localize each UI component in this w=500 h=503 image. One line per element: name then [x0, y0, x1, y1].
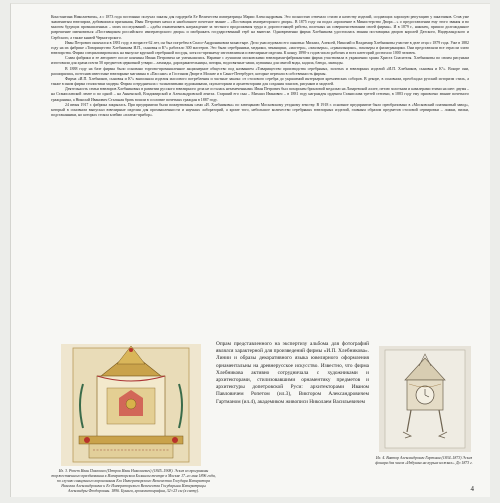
document-page — [10, 3, 490, 497]
paragraph-7: 24 июня 1917 г. фабрика закрылась. При предприятии были пожертвованы сами «И. Хлебниковы» по завещанию Московскому уездному земству. В 1918 г. основное предприятие было преобразовано в «Московский платиновый завод», который в основном выпускал ювелирные изделия для промышленности и научных лабораторий, а кроме того, небольшое количество серебряных ювелирных изделий, главным образом предметов столовой сервировки – ложки, вилки, подстаканники, но которых стояла клеймо «платно-прибор». — [51, 101, 469, 117]
middle-paragraph: Опрам представленного на экспертизу альбома для фотографий являлся характерной для произведений фирмы «И.П. Хлебникова». Линии и образы декоративного языка ювелирного оформления орнаментальны на древнерусское искусство. Известно, что фирма Хлебникова активно сотрудничала с художниками и архитекторами, стилизовавшими орнаментику предметов и архитектуры допетровской Руси: архитекторами Иваном Павловичем Ропетом (ил.3), Виктором Александровичем Гартманом (ил.4), академиком живописи Николаем Васильевичем — [216, 341, 369, 405]
paragraph-5: Фирма «И.П. Хлебников, сыновья и К°» выполняла изделия массового потребления и частные заказы: от столового серебра до украшений интерьеров кремлевских соборов. В декоре, в основном, преобладал русский историзм стиль, а также в ином фирма стилистики модерн. Фирма сотрудничала с талантливыми художниками, скульпторами и архитекторами для создания эскизов, рисунков и моделей. — [51, 75, 469, 87]
caption-illustration-3: Ил. 3. Ропет Иван Павлович (Петров Иван Николаевич) (1845–1908). Эскиз из программы торжественного празднования в Императорском Большом театре в Москве 17–го мая 1896 года, по случаю священного коронования Его Императорского Величества Государя Императора Николая Александровича и Ее Императорского Величества Государыни Императрицы Александры Феодоровны. 1896. Бумага, хромолитография, 32×23 см (в свету). — [51, 469, 216, 493]
paragraph-1: Константина Николаевича», а с 1873 года постоянно получал заказы для гардероба Ее Величества императрицы Марии Александровны. Это полностью отвечало стилю и качеству изделий, создающих хорошую репутацию у заказчиков. Став уже знаменитым ювелиром, добившимся признания, Иван Петрович начал и наибольшее почетное звание – «Поставщик императорского двора». В 1875 году он подал «прошение в Министерство Двора…» о предоставлении ему этого звания и во многом будущих промышленных – моих исследований – «дабы ознаменовать награждение за честного продолжения труда и дорогостоящей работы, полезных на совершенствовании своей фирмы». И в 1879 г., наконец, пришло долгожданное разрешение именоваться «Поставщиком российского императорского двора» и изображать государственный герб на вывеске. Одновременно фирма Хлебникова удостоилась звания поставщика дворов королей Датского, Нидерландского и Сербского, а также князей Черногорского. — [51, 14, 469, 40]
illustration-ropet — [61, 344, 201, 466]
paragraph-2: Иван Петрович скончался в 1881 году, в возрасте 62 лет, он был погребен в Спасо-Андрониковом монастыре. Дело унаследовали его сыновья: Михаил, Алексей, Николай и Владимир Хлебниковы участие в деле отца с 1879 года. Уже в 1882 году на их фабрике «Товарищество Хлебникова И.П., сыновья и К°» работало 300 мастеров. Это были серебряники, медники, чеканщики, «мастера», «эмальеры», «гранильщики», эмальеры и филигранщики. Они представляли все отрасли злато ювелирства. Фирма специализировалась на выпуске крупной серебряной посуды, хотя по-прежнему изготавливала и ювелирные изделия. К концу 1890-х годов число рабочих и всех категорий достигало 1000 человек. — [51, 39, 469, 56]
illustration-hartmann — [379, 346, 471, 452]
paragraph-6: Деятельность семьи ювелиров Хлебниковых в развитии русского ювелирного дела не осталась незамеченными. Иван Петрович был похоронен бронзовой медалью на Лазаревской аллее, петлю золотыми и кавалерами этими на шее: двумя – на Станиславской ленте и по одной – на Анненской, Владимирской и Александровской лентах. Старший его сын – Михаил Иванович – в 1881 году награжден орденом Станислава третей степени, в 1883 году ему присвоено звание почетного гражданина, а Николай Иванович Стальная брать вошли в сословие почетных граждан в 1887 году. — [51, 86, 469, 102]
paragraph-3: Слава фабрики и ее авторитет после кончины Ивана Петровича не уменьшились. Наравне с лучшими московскими ювелирами-фабрикантами фирма участвовала в украшении храма Христа Спасителя. Хлебниковы по своим рисункам изготовили для храма почти 50 предметов церковной утвари – лампады, дарохранительницы, потиры, водосвятные чаши, кувшины для святой воды, кадила, блюда, лампады. — [51, 55, 469, 66]
paragraph-4: В 1888 году на базе фирмы было основано торгово-промышленное акционерное общество под названием «Товарищество производства серебряных, золотых и ювелирных изделий «И.П. Хлебников, сыновья и К°». Вскоре они, расширились, потеснив известные ювелирные магазины в «Пассаже» и Гостином Дворе в Москве и в Санкт-Петербурге, которые перешли в собственность фирмы. — [51, 65, 469, 76]
ornate-poster-image — [61, 344, 201, 466]
body-text — [51, 14, 469, 117]
caption-illustration-4: Ил. 4. Виктор Александрович Гартман (1834–1873) Эскиз фонаря для часов «Избушка на курьих ножках». До 1873 г. — [375, 456, 473, 465]
clock-sketch-image — [379, 346, 471, 452]
middle-text-column — [216, 341, 369, 406]
page-number: 4 — [470, 485, 474, 493]
